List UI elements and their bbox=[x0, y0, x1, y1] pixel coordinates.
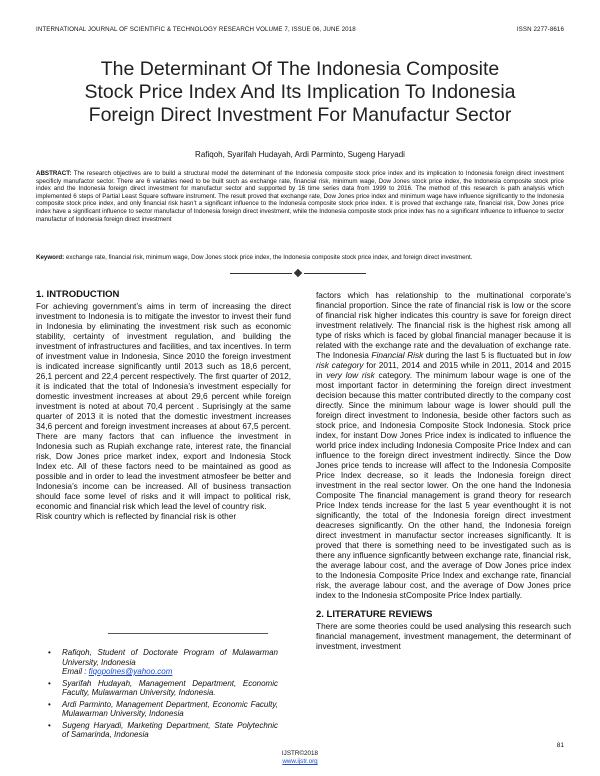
paper-title bbox=[30, 58, 570, 127]
section-heading-introduction: 1. INTRODUCTION bbox=[36, 289, 120, 300]
journal-header: INTERNATIONAL JOURNAL OF SCIENTIFIC & TECHNOLOGY RESEARCH VOLUME 7, ISSUE 06, JUNE 2018 bbox=[36, 26, 356, 33]
intro-paragraph-1: For achieving government’s aims in term of increasing the direct investment to Indonesia is to mitigate the investor to invest their fund in Indonesia by eliminating the investment risk such as economic stability, certainty of investment regulation, and building the investment of infrastructures and facilities, and tax incentives. In term of investment value in Indonesia, Since 2010 the foreign investment is indicated increase significantly until 2013 such as 18,6 percent, 26,1 percent and 22,4 percent respectively. The first quarter of 2012, it is indicated that the total of Indonesia’s investment especially for domestic investment increases at about 29,6 percent while foreign investment is noted at about 70,4 percent . Suprisingly at the same quarter of 2013 it is noted that the domestic investment increases 34,6 percent and foreign investment increases at about 67,5 percent. There are many factors that can influence the investment in Indonesia such as Rupiah exchange rate, interest rate, the financial risk, Dow Jones price market index, export and Indonesia Stock Index etc. All of these factors need to be maintained as good as possible and in order to lead the investment atmosfeer be better and Indonesia’s income can be increased. All of business transaction should face some level of risks and it will impact to political risk, economic and financial risk which lead the level of country risk. bbox=[36, 301, 291, 511]
footnote-item bbox=[48, 700, 278, 719]
footnote-item bbox=[48, 648, 278, 677]
footnote-text: Sugeng Haryadi, Marketing Department, State Polytechnic of Samarinda, Indonesia bbox=[62, 720, 278, 739]
footnote-rule bbox=[108, 633, 268, 634]
footnote-item bbox=[48, 721, 278, 740]
right-column bbox=[316, 290, 571, 651]
title-line-1: The Determinant Of The Indonesia Composite bbox=[100, 58, 500, 80]
journal-url-link[interactable]: www.ijstr.org bbox=[282, 758, 318, 765]
author-footnotes bbox=[48, 648, 278, 742]
abstract bbox=[36, 170, 564, 223]
author-list: Rafiqoh, Syarifah Hudayah, Ardi Parminto, Sugeng Haryadi bbox=[195, 150, 405, 159]
bullet: • bbox=[48, 648, 51, 657]
literature-paragraph: There are some theories could be used analysing this research such financial management, investment management, the determinant of investment, investment bbox=[316, 621, 571, 651]
bullet: • bbox=[48, 720, 51, 730]
emphasis: low risk category bbox=[316, 350, 571, 370]
keywords-text: exchange rate, financial risk, minimum wage, Dow Jones stock price index, the Indonesia composite stock price index, and foreign direct investment. bbox=[64, 254, 473, 261]
copyright: IJSTR©2018 bbox=[281, 750, 319, 757]
page-footer bbox=[0, 750, 600, 766]
footnote-text: Syarifah Hudayah, Management Department, Economic Faculty, Mulawarman University, Indonesia. bbox=[62, 678, 278, 697]
footnote-text: Rafiqoh, Student of Doctorate Program of Mulawarman University, Indonesia bbox=[62, 648, 278, 667]
page-number: 81 bbox=[556, 742, 564, 749]
bullet: • bbox=[48, 699, 51, 709]
footnote-item bbox=[48, 679, 278, 698]
keywords bbox=[36, 254, 564, 262]
section-heading-literature: 2. LITERATURE REVIEWS bbox=[316, 609, 433, 620]
title-line-2: Stock Price Index And Its Implication To Indonesia bbox=[84, 81, 516, 103]
divider-diamond-icon bbox=[294, 269, 302, 277]
right-paragraph-1 bbox=[316, 290, 571, 600]
emphasis: Financial Risk bbox=[371, 350, 424, 360]
email-label: Email : bbox=[62, 667, 89, 676]
section-divider bbox=[230, 270, 370, 278]
bullet: • bbox=[48, 678, 51, 688]
abstract-text: The research objectives are to build a structural model the determinant of the Indonesia composite stock price index and its implication to Indonesia foreign direct investment specificly manufactor sector. There are 6 variables need to be built such as exchange rate, financial risk, minimum wage, Dow Jones stock price index, the Indonesia composite stock price index and the Indonesia foreign direct investment for manufactur sector and supported by 16 time series data from 1999 to 2016. The method of this research is path analysis which implemented 6 steps of Partial Least Square software instrument. The result proved that exchange rate, Dow Jones price index and minimum wage have influence significantly to the Indonesia composite stock price index, and only financial risk hasn’t a significant influence to the Indonesia composite stock price index. It is proved that exchange rate, financial risk, Dow Jones price index have a significant influence to sector manufactur of Indonesia foreign direct investment, while the Indonesia composite stock price index has no a significant influence to influence to sector manufactur of Indonesia foreign direct investment bbox=[36, 170, 564, 223]
issn-header: ISSN 2277-8616 bbox=[516, 26, 564, 33]
text-run: factors which has relationship to the multinational corporate’s financial proportion. Since the rate of financial risk is low or the score of financial risk higher indicates this country is save for foreign direct investment relatively. The financial risk is the highest risk among all type of risks which is faced by global financial manager because it is related with the exchange rate and the devaluation of exchange rate. The Indonesia bbox=[316, 290, 571, 360]
email-link[interactable]: fiqopolnes@yahoo.com bbox=[88, 667, 173, 676]
left-column bbox=[36, 290, 291, 521]
text-run: category. The minimum labour wage is one of the most important factor in determining the foreign direct investment decision because this matter contributed directly to the company cost directly. Since the minimum labour wage is lower should pull the foreign direct investment to Indonesia, beside other factors such as stock price, and Indonesia Composite Stock Indonesia. Stock price index, for instant Dow Jones Price index is indicated to influence the world price index including Indonesia Composite Price Index and can influence to the foreign direct investment indirectly. Since the Dow Jones price tends to increase will affect to the Indonesia Composite Price Index decrease, so it leads the Indonesia foreign direct investment in the real sector lower. On the one hand the Indonesia Composite The financial management is grand theory for research Price Index tends increase for the last 5 year eventhought it is not significantly, the total of the Indonesia foreign direct investment deacreses significantly. On the other hand, the Indonesia foreign direct investment in manufactur sector increases significantly. It is proved that there is something need to be investigated such as is there any influence signficantly between exchange rate, financial risk, the average labour cost, and the average of Dow Jones price index to the Indonesia Composite Price Index and exchange rate, financial risk, the average labour cost, and the average of Dow Jones price index to the Indonesia stComposite Price Index partially. bbox=[316, 370, 571, 600]
abstract-label: ABSTRACT: bbox=[36, 170, 72, 177]
intro-paragraph-2: Risk country which is reflected by financial risk is other bbox=[36, 511, 237, 521]
title-line-3: Foreign Direct Investment For Manufactur Sector bbox=[88, 104, 512, 126]
keywords-label: Keyword: bbox=[36, 254, 65, 261]
text-run: during the last 5 is fluctuated but in bbox=[423, 350, 559, 360]
footnote-text: Ardi Parminto, Management Department, Economic Faculty, Mulawarman University, Indonesia bbox=[62, 699, 278, 718]
text-run: for 2011, 2014 and 2015 while in 2011, 2014 and 2015 in bbox=[316, 360, 571, 380]
emphasis: very low risk bbox=[326, 370, 375, 380]
